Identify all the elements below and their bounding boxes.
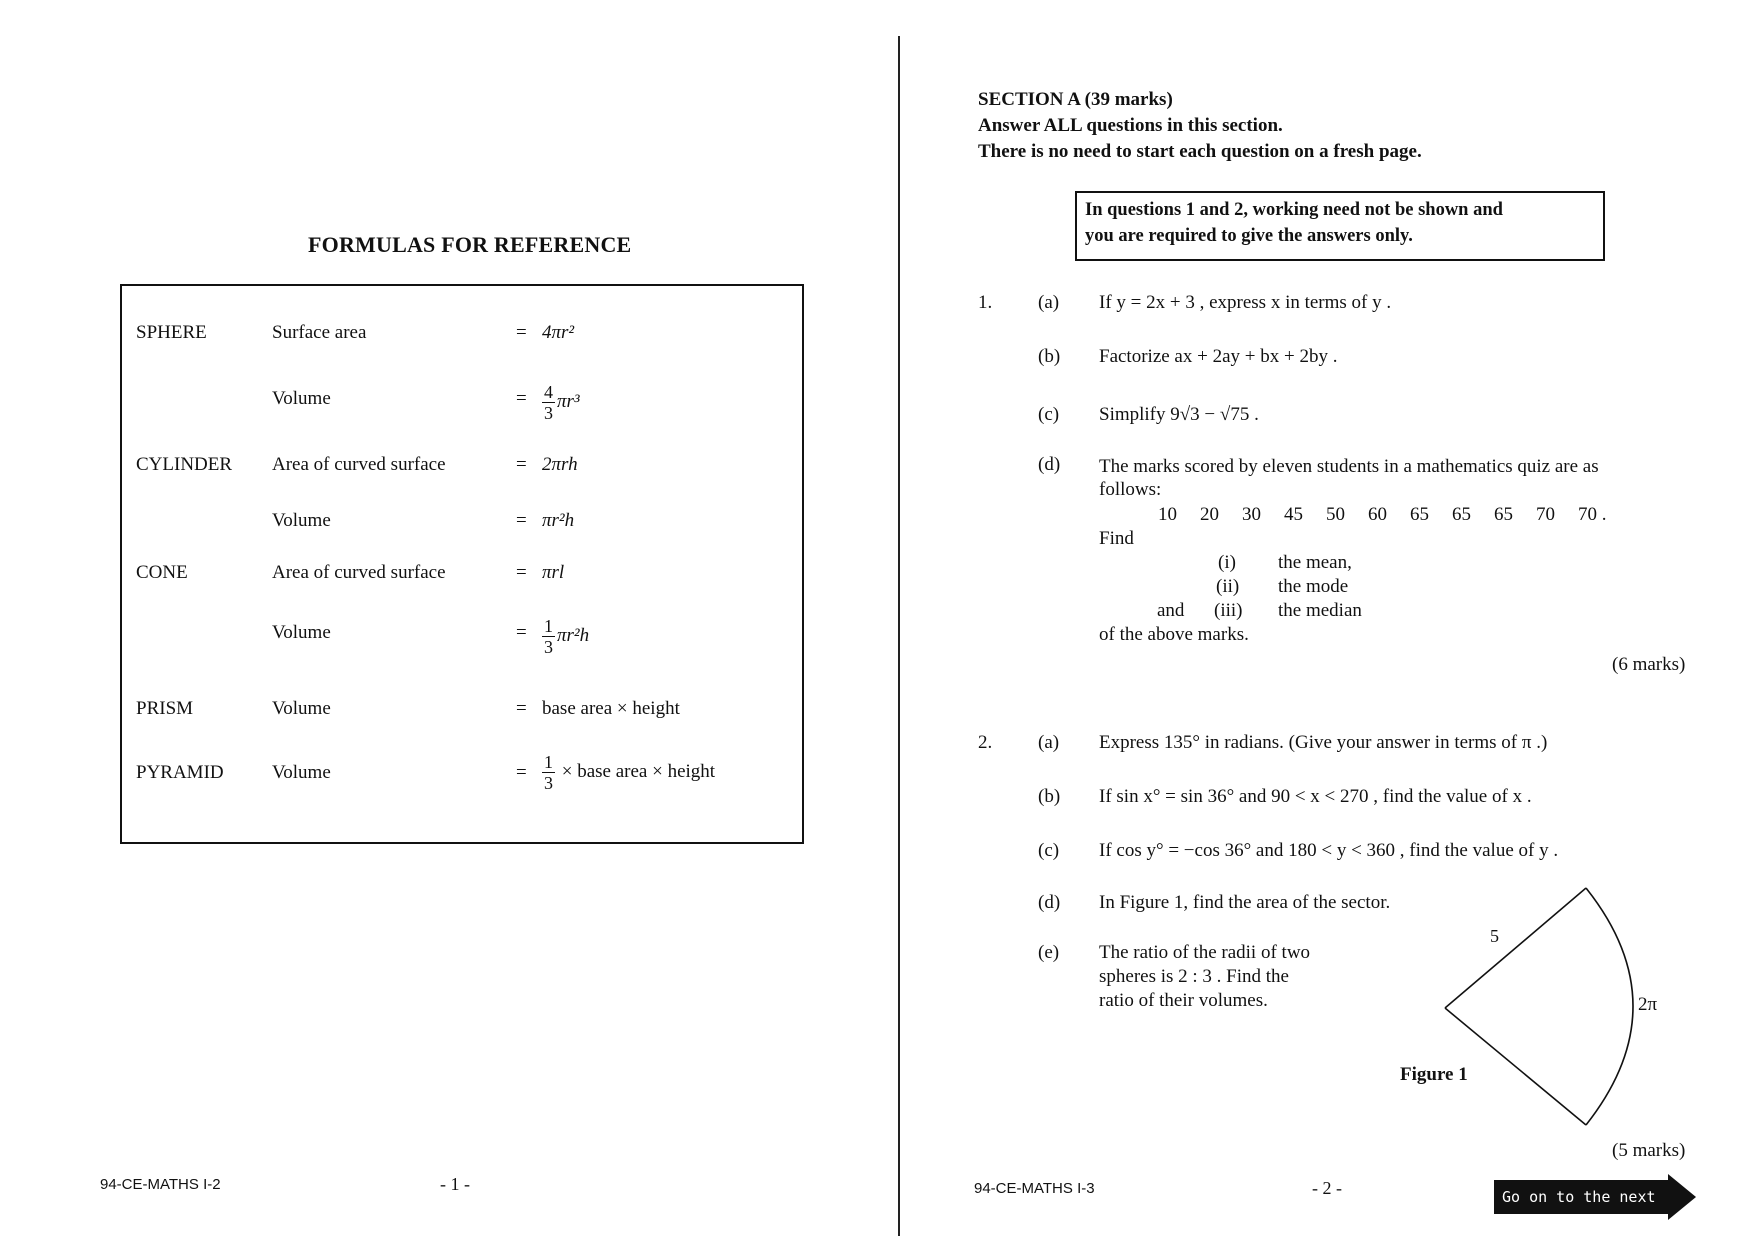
- data-value: 70: [1536, 504, 1555, 525]
- subpart-connector: and: [1157, 600, 1185, 621]
- data-value: 10: [1158, 504, 1177, 525]
- question-text: ratio of their volumes.: [1099, 990, 1268, 1011]
- fraction: $\frac{1}{3}$: [544, 752, 553, 793]
- part-label: (a): [1038, 732, 1060, 753]
- question-text: Factorize ax + 2ay + bx + 2by .: [1099, 346, 1338, 367]
- formula-name: Volume: [272, 510, 331, 531]
- formula-value: base area × height: [542, 698, 680, 719]
- footer-code-left: 94-CE-MATHS I-2: [100, 1176, 221, 1193]
- marks-data: [1158, 504, 1620, 526]
- radius-label: 5: [1490, 926, 1499, 946]
- formula-value: $\frac{1}{3}$ πr²h: [544, 616, 590, 657]
- data-value: 45: [1284, 504, 1303, 525]
- data-value: 50: [1326, 504, 1345, 525]
- section-header: [978, 87, 1422, 165]
- arc-label: 2π: [1638, 994, 1658, 1015]
- formula-value: 4πr²: [542, 322, 575, 343]
- question-text: Find: [1099, 528, 1134, 549]
- formula-name: Volume: [272, 622, 331, 643]
- formula-value: πr²h: [542, 510, 575, 531]
- sector-radius-top: [1445, 888, 1586, 1008]
- part-label: (c): [1038, 404, 1060, 425]
- page-number-right: - 2 -: [1312, 1178, 1342, 1198]
- shape-name: CYLINDER: [136, 454, 233, 475]
- question-text: spheres is 2 : 3 . Find the: [1099, 966, 1289, 987]
- section-instruction: There is no need to start each question on a fresh page.: [978, 141, 1422, 162]
- footer-code-right: 94-CE-MATHS I-3: [974, 1180, 1095, 1197]
- question-text: If y = 2x + 3 , express x in terms of y .: [1099, 292, 1392, 313]
- right-arrow-icon: [1668, 1174, 1696, 1220]
- subpart-text: the mode: [1278, 576, 1349, 597]
- formula-value: $\frac{1}{3}$ × base area × height: [544, 752, 716, 793]
- equals-sign: =: [516, 388, 527, 409]
- equals-sign: =: [516, 622, 527, 643]
- equals-sign: =: [516, 762, 527, 783]
- section-title: SECTION A (39 marks): [978, 89, 1173, 110]
- equals-sign: =: [516, 454, 527, 475]
- instruction-line: you are required to give the answers only.: [1085, 226, 1413, 246]
- data-value: 20: [1200, 504, 1219, 525]
- section-instruction: Answer ALL questions in this section.: [978, 115, 1283, 136]
- page-number-left: - 1 -: [440, 1174, 470, 1194]
- question-text: The ratio of the radii of two: [1099, 942, 1311, 963]
- fraction: $\frac{4}{3}$: [544, 382, 553, 423]
- data-value: 65: [1494, 504, 1513, 525]
- equals-sign: =: [516, 562, 527, 583]
- equals-sign: =: [516, 322, 527, 343]
- data-value: 70 .: [1578, 504, 1607, 525]
- part-label: (a): [1038, 292, 1060, 313]
- marks-label: (6 marks): [1612, 654, 1686, 675]
- page-divider: [898, 36, 900, 1236]
- part-label: (e): [1038, 942, 1060, 963]
- part-label: (d): [1038, 454, 1061, 475]
- question-text: The marks scored by eleven students in a mathematics quiz are as: [1099, 456, 1599, 477]
- equals-sign: =: [516, 698, 527, 719]
- subpart-label: (i): [1218, 552, 1236, 573]
- figure-caption: Figure 1: [1400, 1064, 1468, 1085]
- instruction-line: In questions 1 and 2, working need not be shown and: [1085, 200, 1503, 220]
- formula-value: πrl: [542, 562, 565, 583]
- question-text: of the above marks.: [1099, 624, 1249, 645]
- question-text: If sin x° = sin 36° and 90 < x < 270 , find the value of x .: [1099, 786, 1532, 807]
- formula-name: Area of curved surface: [272, 562, 446, 583]
- part-label: (b): [1038, 346, 1061, 367]
- data-value: 60: [1368, 504, 1387, 525]
- equals-sign: =: [516, 510, 527, 531]
- question-text: follows:: [1099, 479, 1162, 500]
- formula-value: $\frac{4}{3}$ πr³: [544, 382, 580, 423]
- question-text: If cos y° = −cos 36° and 180 < y < 360 , find the value of y .: [1099, 840, 1559, 861]
- subpart-text: the mean,: [1278, 552, 1352, 573]
- formula-name: Volume: [272, 388, 331, 409]
- question-text: In Figure 1, find the area of the sector.: [1099, 892, 1391, 913]
- marks-label: (5 marks): [1612, 1140, 1686, 1161]
- question-text: Express 135° in radians. (Give your answer in terms of π .): [1099, 732, 1548, 753]
- instruction-box: [1075, 191, 1605, 261]
- part-label: (d): [1038, 892, 1061, 913]
- data-value: 65: [1410, 504, 1429, 525]
- next-page-banner: Go on to the next page: [1494, 1180, 1668, 1214]
- fraction: $\frac{1}{3}$: [544, 616, 553, 657]
- subpart-label: (iii): [1214, 600, 1243, 621]
- subpart-label: (ii): [1216, 576, 1240, 597]
- shape-name: SPHERE: [136, 322, 207, 343]
- formula-table: [120, 284, 804, 844]
- formula-name: Surface area: [272, 322, 367, 343]
- question-number: 2.: [978, 732, 993, 753]
- part-label: (c): [1038, 840, 1060, 861]
- formula-name: Volume: [272, 698, 331, 719]
- formula-name: Area of curved surface: [272, 454, 446, 475]
- question-number: 1.: [978, 292, 993, 313]
- formula-value: 2πrh: [542, 454, 578, 475]
- shape-name: CONE: [136, 562, 188, 583]
- part-label: (b): [1038, 786, 1061, 807]
- formula-name: Volume: [272, 762, 331, 783]
- data-value: 65: [1452, 504, 1471, 525]
- data-value: 30: [1242, 504, 1261, 525]
- subpart-text: the median: [1278, 600, 1362, 621]
- formulas-title: FORMULAS FOR REFERENCE: [308, 232, 632, 257]
- shape-name: PRISM: [136, 698, 194, 719]
- question-text: Simplify 9√3 − √75 .: [1099, 404, 1259, 425]
- shape-name: PYRAMID: [136, 762, 224, 783]
- sector-arc: [1586, 888, 1633, 1125]
